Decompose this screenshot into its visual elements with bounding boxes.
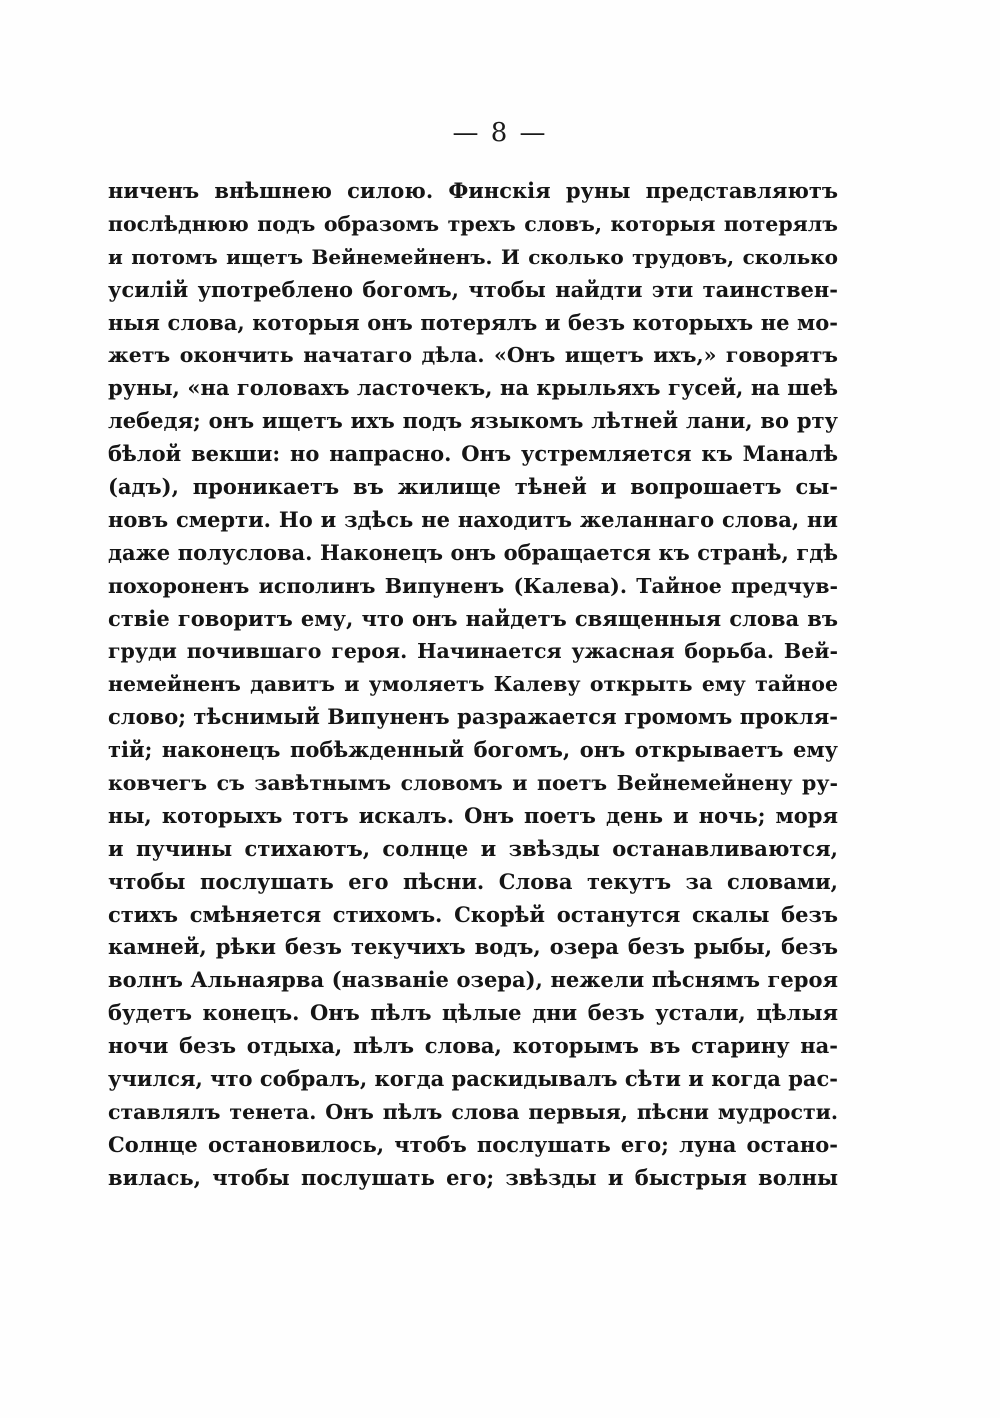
text-line: камней, рѣки безъ текучихъ водъ, озера безъ рыбы, безъ	[108, 934, 838, 960]
text-line: и потомъ ищетъ Вейнемейненъ. И сколько трудовъ, сколько	[108, 244, 838, 269]
text-line: руны, «на головахъ ласточекъ, на крыльяхъ гусей, на шеѣ	[108, 375, 838, 401]
text-line: даже полуслова. Наконецъ онъ обращается къ странѣ, гдѣ	[108, 539, 838, 565]
text-line: ставлялъ тенета. Онъ пѣлъ слова первыя, пѣсни мудрости.	[108, 1099, 838, 1124]
text-line: и пучины стихаютъ, солнце и звѣзды останавливаются,	[108, 835, 838, 861]
text-line: похороненъ исполинъ Випуненъ (Калева). Тайное предчув-	[108, 573, 838, 598]
text-line: немейненъ давитъ и умоляетъ Калеву открыть ему тайное	[108, 672, 838, 697]
body-text	[108, 175, 838, 1195]
text-line: ны, которыхъ тотъ искалъ. Онъ поетъ день и ночь; моря	[108, 802, 838, 828]
text-line: усилій употреблено богомъ, чтобы найдти эти таинствен-	[108, 276, 838, 302]
text-line: ныя слова, которыя онъ потерялъ и безъ которыхъ не мо-	[108, 309, 838, 335]
text-line: чтобы послушать его пѣсни. Слова текутъ за словами,	[108, 868, 838, 894]
text-line: вилась, чтобы послушать его; звѣзды и быстрыя волны	[108, 1164, 838, 1190]
text-line: ствіе говоритъ ему, что онъ найдетъ священныя слова въ	[108, 605, 838, 631]
text-line: будетъ конецъ. Онъ пѣлъ цѣлые дни безъ устали, цѣлыя	[108, 1000, 838, 1026]
text-line: учился, что собралъ, когда раскидывалъ сѣти и когда рас-	[108, 1066, 838, 1092]
text-line: ночи безъ отдыха, пѣлъ слова, которымъ въ старину на-	[108, 1033, 838, 1059]
text-line: новъ смерти. Но и здѣсь не находитъ желаннаго слова, ни	[108, 506, 838, 532]
page-number: — 8 —	[452, 118, 548, 148]
text-line: Солнце остановилось, чтобъ послушать его; луна остано-	[108, 1131, 838, 1157]
text-line: (адъ), проникаетъ въ жилище тѣней и вопрошаетъ сы-	[108, 474, 838, 500]
text-line: стихъ смѣняется стихомъ. Скорѣй останутся скалы безъ	[108, 901, 838, 927]
text-line: волнъ Альнаярва (названіе озера), нежели пѣснямъ героя	[108, 967, 838, 993]
text-line: жетъ окончить начатаго дѣла. «Онъ ищетъ ихъ,» говорятъ	[108, 343, 838, 368]
text-line: лебедя; онъ ищетъ ихъ подъ языкомъ лѣтней лани, во рту	[108, 408, 838, 434]
text-line: груди почившаго героя. Начинается ужасная борьба. Вей-	[108, 639, 838, 664]
text-line: бѣлой векши: но напрасно. Онъ устремляется къ Маналѣ	[108, 441, 838, 467]
text-line: слово; тѣснимый Випуненъ разражается громомъ прокля-	[108, 704, 838, 730]
text-line: ниченъ внѣшнею силою. Финскія руны представляютъ	[108, 178, 838, 203]
text-line: тій; наконецъ побѣжденный богомъ, онъ открываетъ ему	[108, 737, 838, 763]
text-line: ковчегъ съ завѣтнымъ словомъ и поетъ Вейнемейнену ру-	[108, 771, 838, 796]
text-line: послѣднюю подъ образомъ трехъ словъ, которыя потерялъ	[108, 211, 838, 236]
